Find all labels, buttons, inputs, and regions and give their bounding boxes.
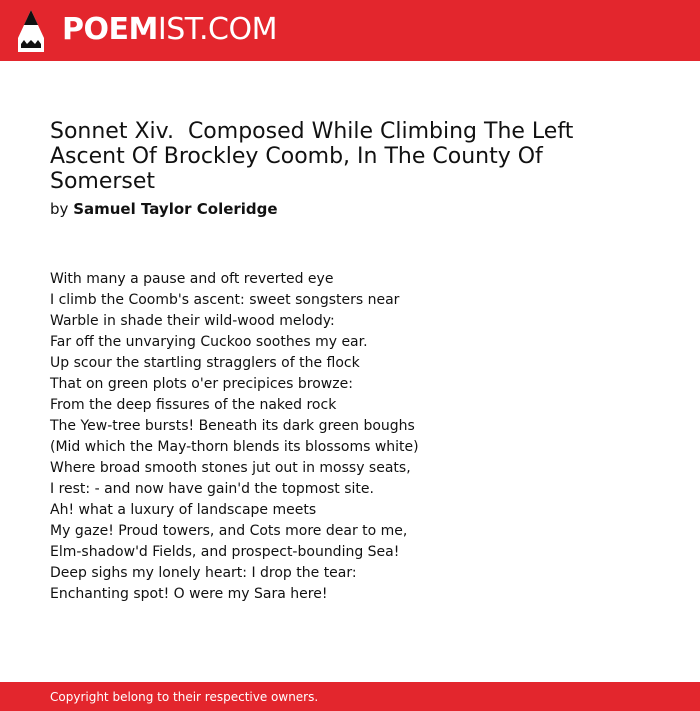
logo-text-light: IST.COM (157, 12, 277, 47)
poem-title: Sonnet Xiv. Composed While Climbing The Left Ascent Of Brockley Coomb, In The County Of Somerset (50, 119, 581, 194)
poem-line: The Yew-tree bursts! Beneath its dark green boughs (50, 418, 415, 434)
poem-line: That on green plots o'er precipices browze: (50, 376, 353, 392)
pencil-tip-icon[interactable] (18, 10, 44, 52)
logo-text-bold: POEM (62, 12, 158, 47)
poem-line: Ah! what a luxury of landscape meets (50, 502, 317, 518)
copyright-notice: Copyright belong to their respective owners. (50, 690, 319, 704)
byline (50, 199, 278, 219)
poem-line: (Mid which the May-thorn blends its blossoms white) (50, 439, 419, 455)
poem-line: Far off the unvarying Cuckoo soothes my ear. (50, 334, 368, 350)
poem-line: Enchanting spot! O were my Sara here! (50, 586, 328, 602)
poem-line: Where broad smooth stones jut out in mossy seats, (50, 460, 411, 476)
poem-line: With many a pause and oft reverted eye (50, 271, 334, 287)
poem-line: Up scour the startling stragglers of the flock (50, 355, 360, 371)
site-logo[interactable] (62, 12, 277, 48)
poem-line: I rest: - and now have gain'd the topmost site. (50, 481, 374, 497)
author-name: Samuel Taylor Coleridge (73, 200, 278, 218)
poem-line: I climb the Coomb's ascent: sweet songsters near (50, 292, 400, 308)
poem-line: My gaze! Proud towers, and Cots more dear to me, (50, 523, 408, 539)
poem-line: From the deep fissures of the naked rock (50, 397, 337, 413)
poem-line: Deep sighs my lonely heart: I drop the tear: (50, 565, 357, 581)
poem-line: Elm-shadow'd Fields, and prospect-bounding Sea! (50, 544, 400, 560)
poem-line: Warble in shade their wild-wood melody: (50, 313, 335, 329)
site-footer (0, 682, 700, 711)
site-header (0, 0, 700, 61)
by-label: by (50, 200, 69, 218)
poem-body (50, 269, 650, 605)
